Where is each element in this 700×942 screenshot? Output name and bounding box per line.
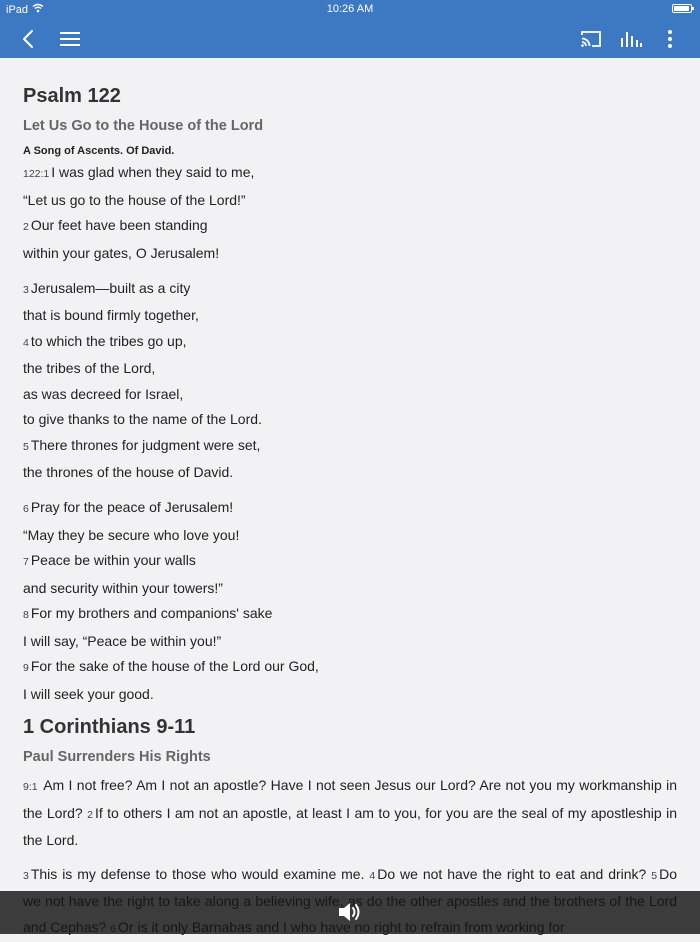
verse-line [23, 329, 677, 357]
verse-number: 5 [651, 870, 657, 882]
verse-text: that is bound firmly together, [23, 307, 199, 323]
verse-number: 3 [23, 870, 29, 882]
more-icon [667, 29, 673, 49]
audio-levels-icon [619, 30, 643, 48]
verse-line [23, 629, 677, 655]
verse-number: 7 [23, 556, 29, 568]
verse-text: I was glad when they said to me, [51, 164, 254, 180]
menu-button[interactable] [55, 19, 85, 58]
battery-icon [672, 4, 692, 13]
verse-text: Peace be within your walls [31, 552, 196, 568]
cast-button[interactable] [576, 19, 606, 58]
verse-number: 4 [23, 337, 29, 349]
play-audio-button[interactable] [336, 899, 364, 925]
verse-text: Do [23, 866, 677, 935]
corinthians-heading: Paul Surrenders His Rights [23, 747, 677, 767]
stanza-gap [23, 486, 677, 496]
verse-text: Jerusalem—built as a city [31, 280, 191, 296]
verse-text: and security within your towers!” [23, 580, 223, 596]
navigation-bar [0, 19, 700, 58]
verse-number: 4 [369, 870, 375, 882]
verse-line [23, 601, 677, 629]
verse-number: 8 [23, 609, 29, 621]
verse-line [23, 495, 677, 523]
verse-number: 122:1 [23, 168, 49, 180]
verse-number: 2 [23, 221, 29, 233]
verse-text: This is my defense to those who would examine me. [31, 866, 365, 882]
menu-icon [59, 31, 81, 47]
verse-line [23, 276, 677, 304]
reading-content [23, 58, 677, 942]
verse-line [23, 382, 677, 408]
verse-text: to which the tribes go up, [31, 333, 187, 349]
verse-number: 5 [23, 441, 29, 453]
verse-line [23, 576, 677, 602]
verse-number: 9:1 [23, 781, 38, 793]
verse-text: the tribes of the Lord, [23, 360, 155, 376]
verse-line [23, 303, 677, 329]
battery-nub [692, 7, 694, 10]
psalm-stanza [23, 160, 677, 266]
audio-player-bar [0, 891, 700, 934]
verse-text: within your gates, O Jerusalem! [23, 245, 219, 261]
verse-text: I will say, “Peace be within you!” [23, 633, 221, 649]
verse-text: to give thanks to the name of the Lord. [23, 411, 262, 427]
verse-text: Do we not have the right to eat and drink? [377, 866, 646, 882]
verse-line [23, 160, 677, 188]
verse-number: 6 [23, 503, 29, 515]
verse-line [23, 213, 677, 241]
verse-line [23, 188, 677, 214]
status-time: 10:26 AM [0, 3, 700, 15]
psalm-stanzas [23, 160, 677, 707]
back-icon [22, 29, 34, 49]
verse-line [23, 460, 677, 486]
corinthians-title: 1 Corinthians 9-11 [23, 715, 677, 739]
verse-text: “Let us go to the house of the Lord!” [23, 192, 246, 208]
more-button[interactable] [658, 19, 682, 58]
verse-line [23, 241, 677, 267]
verse-line [23, 548, 677, 576]
verse-line [23, 523, 677, 549]
stanza-gap [23, 266, 677, 276]
psalm-stanza [23, 495, 677, 707]
corinthians-paragraph-1 [23, 773, 677, 854]
verse-text: Pray for the peace of Jerusalem! [31, 499, 233, 515]
verse-text: Our feet have been standing [31, 217, 208, 233]
verse-line [23, 433, 677, 461]
audio-levels-button[interactable] [616, 19, 646, 58]
status-bar [0, 0, 700, 19]
back-button[interactable] [14, 19, 42, 58]
verse-line [23, 407, 677, 433]
verse-number: 3 [23, 284, 29, 296]
verse-line [23, 654, 677, 682]
verse-text: as was decreed for Israel, [23, 386, 183, 402]
verse-text: If to others I am not an apostle, at least I am to you, for you are the seal of my apostleship in the Lord. [23, 805, 677, 849]
psalm-superscription: A Song of Ascents. Of David. [23, 143, 677, 159]
verse-text: “May they be secure who love you! [23, 527, 239, 543]
battery-level [674, 6, 689, 11]
psalm-heading: Let Us Go to the House of the Lord [23, 116, 677, 136]
verse-line [23, 682, 677, 708]
verse-text: For my brothers and companions' sake [31, 605, 273, 621]
verse-text: the thrones of the house of David. [23, 464, 233, 480]
verse-text: Am I not free? Am I not an apostle? Have I not seen Jesus our Lord? Are not you my workmanship in the Lord? [23, 777, 677, 821]
verse-number: 2 [87, 809, 93, 821]
verse-line [23, 356, 677, 382]
verse-text: There thrones for judgment were set, [31, 437, 261, 453]
verse-text: For the sake of the house of the Lord our God, [31, 658, 319, 674]
speaker-icon [337, 901, 363, 923]
verse-text: I will seek your good. [23, 686, 154, 702]
device-name: iPad [6, 4, 28, 16]
verse-number: 9 [23, 662, 29, 674]
cast-icon [579, 30, 603, 48]
psalm-title: Psalm 122 [23, 84, 677, 108]
psalm-stanza [23, 276, 677, 486]
